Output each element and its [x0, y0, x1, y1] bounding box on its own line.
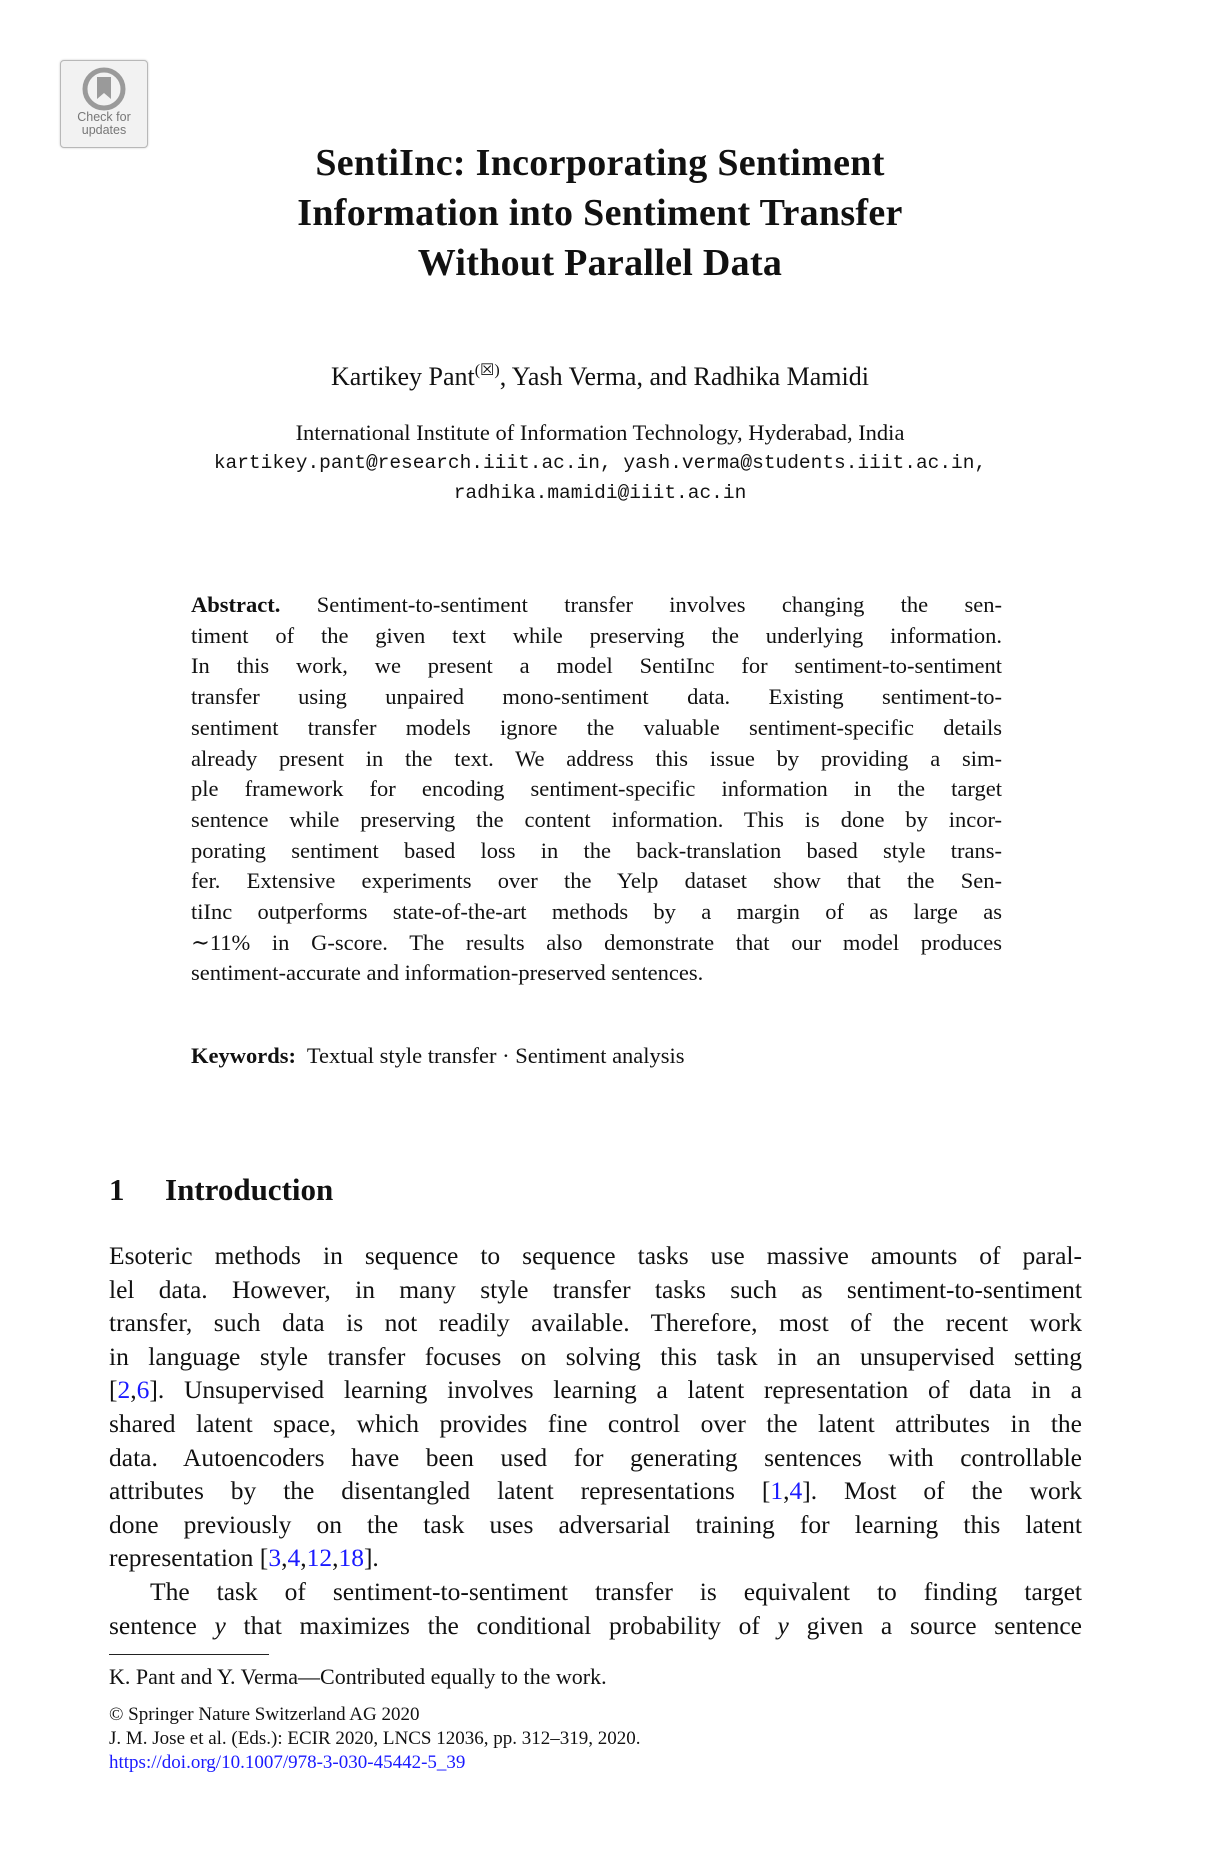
doi-link[interactable]: https://doi.org/10.1007/978-3-030-45442-5_39 — [109, 1752, 466, 1773]
keyword: Textual style transfer — [306, 1043, 497, 1068]
citation-link[interactable]: 2 — [117, 1375, 131, 1405]
abstract-line: transfer using unpaired mono-sentiment data. Existing sentiment-to- — [191, 684, 1002, 710]
citation-link[interactable]: 12 — [306, 1543, 333, 1573]
title-line: Information into Sentiment Transfer — [297, 192, 903, 234]
body-line: The task of sentiment-to-sentiment transfer is equivalent to finding target — [150, 1576, 1082, 1606]
abstract-line: fer. Extensive experiments over the Yelp dataset show that the Sen- — [191, 868, 1002, 894]
abstract-label: Abstract. — [191, 592, 281, 617]
abstract — [191, 590, 1002, 989]
abstract-line: tiInc outperforms state-of-the-art methods by a margin of as large as — [191, 899, 1002, 925]
citation-info: J. M. Jose et al. (Eds.): ECIR 2020, LNCS 12036, pp. 312–319, 2020. — [109, 1728, 641, 1749]
body-line: representation [3,4,12,18]. — [109, 1543, 379, 1573]
keywords-label: Keywords: — [191, 1043, 296, 1068]
section-title: Introduction — [165, 1172, 334, 1207]
title-line: Without Parallel Data — [417, 242, 783, 284]
author-list — [100, 355, 1100, 393]
citation-link[interactable]: 6 — [136, 1375, 150, 1405]
paper-title — [150, 138, 1050, 288]
body-line: [2,6]. Unsupervised learning involves learning a latent representation of data in a — [109, 1375, 1082, 1405]
math-variable: y — [777, 1610, 789, 1640]
crossmark-bookmark-icon — [82, 67, 126, 111]
body-line: done previously on the task uses adversarial training for learning this latent — [109, 1509, 1082, 1539]
body-line: attributes by the disentangled latent representations [1,4]. Most of the work — [109, 1476, 1082, 1506]
corresponding-author-mark: (☒) — [474, 362, 500, 379]
section-number: 1 — [109, 1172, 125, 1207]
citation-link[interactable]: 4 — [789, 1476, 803, 1506]
keywords — [191, 1041, 1002, 1071]
citation-link[interactable]: 1 — [770, 1476, 784, 1506]
author-names: , Yash Verma, and Radhika Mamidi — [499, 362, 869, 391]
body-line: lel data. However, in many style transfer tasks such as sentiment-to-sentiment — [109, 1274, 1082, 1304]
citation-link[interactable]: 18 — [338, 1543, 364, 1573]
check-for-updates-badge[interactable] — [60, 60, 148, 148]
body-line: Esoteric methods in sequence to sequence tasks use massive amounts of paral- — [109, 1241, 1082, 1270]
abstract-line: already present in the text. We address this issue by providing a sim- — [191, 745, 1002, 771]
badge-line1: Check for — [77, 110, 131, 124]
affiliation-block — [100, 418, 1100, 508]
body-line: data. Autoencoders have been used for generating sentences with controllable — [109, 1442, 1082, 1472]
body-line: sentence y that maximizes the conditional probability of y given a source sentence — [109, 1610, 1083, 1640]
body-line: transfer, such data is not readily available. Therefore, most of the recent work — [109, 1308, 1082, 1338]
footnote-rule — [109, 1654, 269, 1655]
author-emails: radhika.mamidi@iiit.ac.in — [453, 482, 747, 504]
section-heading — [109, 1170, 333, 1210]
keyword: Sentiment analysis — [515, 1043, 685, 1068]
citation-link[interactable]: 4 — [287, 1543, 301, 1573]
badge-line2: updates — [81, 123, 127, 137]
abstract-line: timent of the given text while preserving the underlying information. — [191, 622, 1002, 648]
body-line: shared latent space, which provides fine control over the latent attributes in the — [109, 1408, 1082, 1438]
abstract-line: Abstract. Sentiment-to-sentiment transfer involves changing the sen- — [191, 592, 1002, 617]
author-name: Kartikey Pant — [331, 362, 475, 391]
citation-link[interactable]: 3 — [268, 1543, 282, 1573]
abstract-line: sentiment transfer models ignore the valuable sentiment-specific details — [191, 714, 1002, 740]
abstract-line: porating sentiment based loss in the back-translation based style trans- — [191, 837, 1002, 863]
body-line: in language style transfer focuses on solving this task in an unsupervised setting — [109, 1341, 1082, 1371]
copyright-notice: © Springer Nature Switzerland AG 2020 — [109, 1704, 420, 1725]
abstract-line: ple framework for encoding sentiment-specific information in the target — [191, 776, 1002, 802]
institution: International Institute of Information Technology, Hyderabad, India — [295, 420, 905, 445]
abstract-line: In this work, we present a model SentiInc for sentiment-to-sentiment — [191, 653, 1002, 679]
abstract-line: sentiment-accurate and information-preserved sentences. — [191, 960, 704, 986]
author-emails: kartikey.pant@research.iiit.ac.in, yash.verma@students.iiit.ac.in, — [213, 452, 987, 474]
keyword-separator: · — [502, 1043, 510, 1068]
math-variable: y — [214, 1610, 226, 1640]
footnote: K. Pant and Y. Verma—Contributed equally to the work. — [109, 1664, 607, 1689]
introduction-body — [109, 1239, 1082, 1642]
abstract-line: ∼11% in G-score. The results also demonstrate that our model produces — [191, 929, 1002, 955]
title-line: SentiInc: Incorporating Sentiment — [315, 142, 885, 184]
abstract-line: sentence while preserving the content information. This is done by incor- — [191, 806, 1002, 832]
publication-info — [109, 1703, 640, 1775]
